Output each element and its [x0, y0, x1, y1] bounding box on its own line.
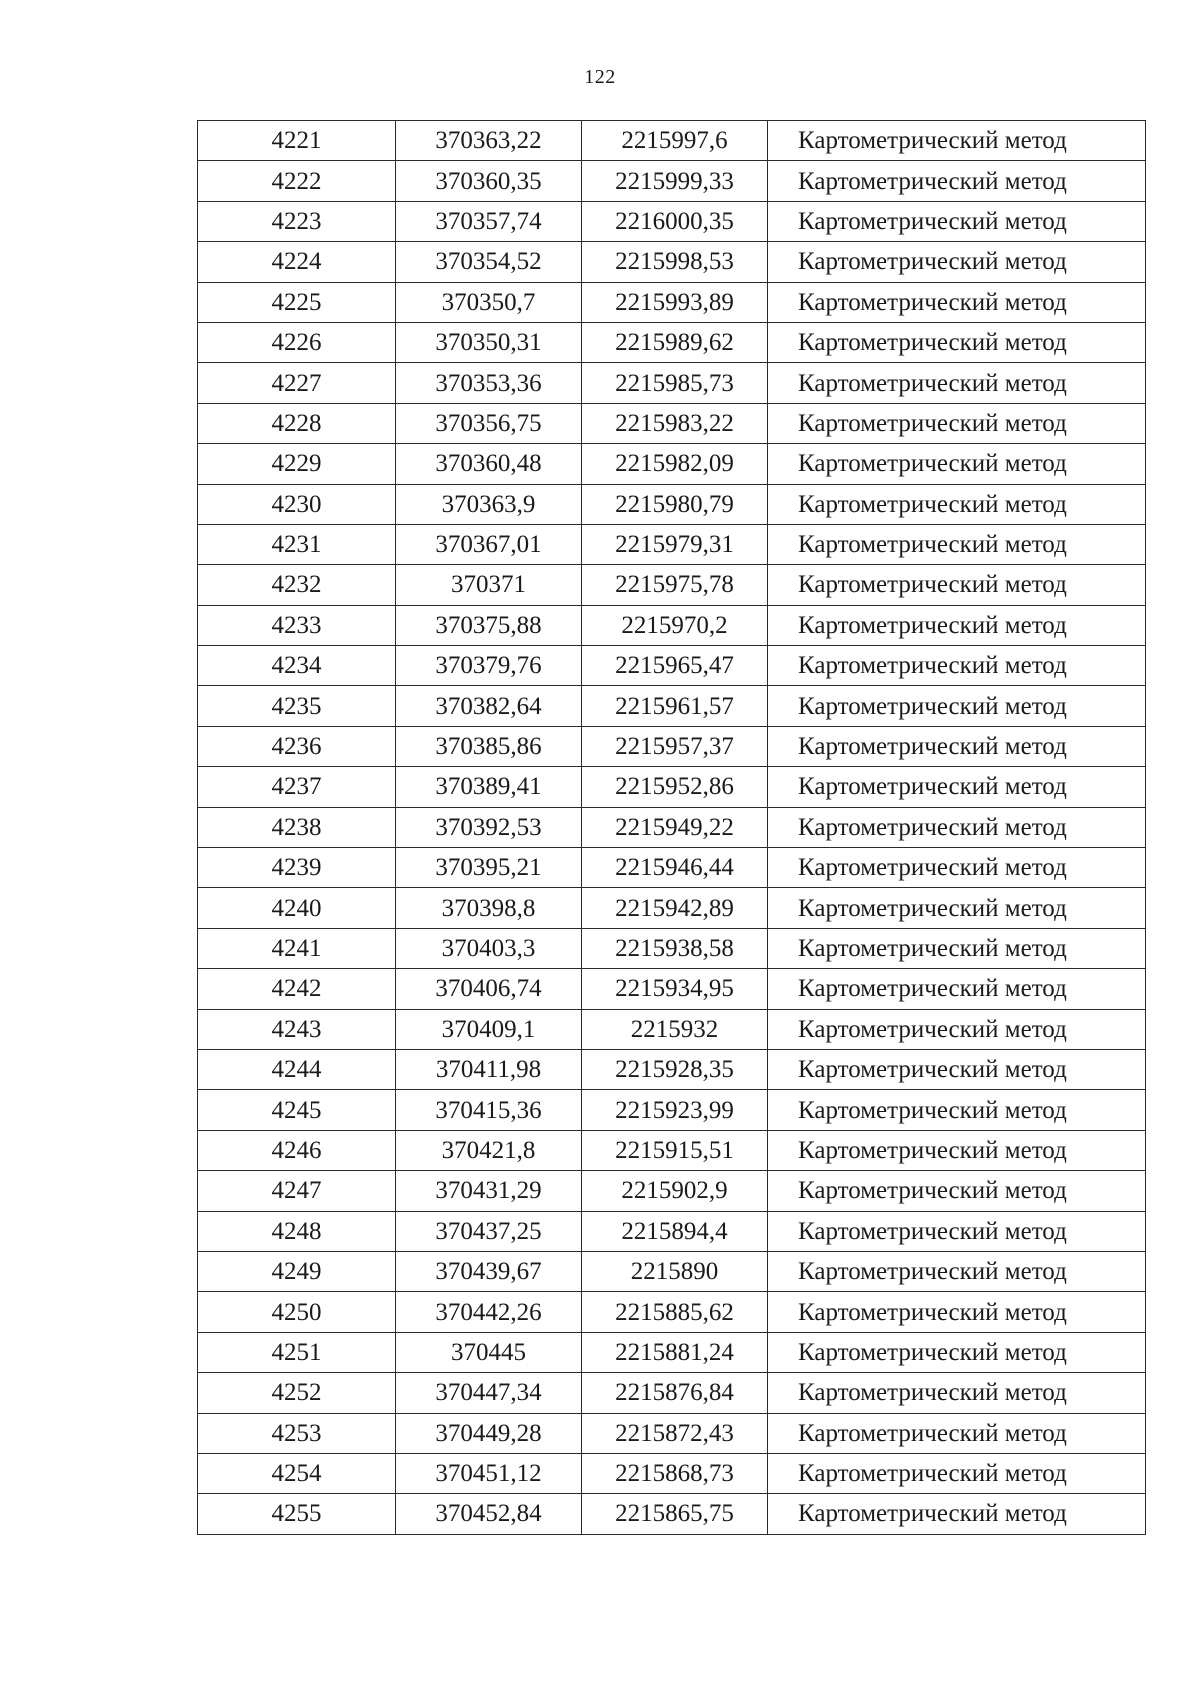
table-row — [198, 1090, 1146, 1130]
y-coordinate-cell: 2215985,73 — [582, 363, 768, 403]
table-row — [198, 201, 1146, 241]
method-cell: Картометрический метод — [768, 1049, 1146, 1089]
table-row — [198, 1453, 1146, 1493]
table-row — [198, 1373, 1146, 1413]
method-cell: Картометрический метод — [768, 242, 1146, 282]
x-coordinate-cell: 370398,8 — [396, 888, 582, 928]
method-cell: Картометрический метод — [768, 1251, 1146, 1291]
table-row — [198, 888, 1146, 928]
method-cell: Картометрический метод — [768, 1171, 1146, 1211]
table-row — [198, 686, 1146, 726]
coordinates-table-body — [198, 121, 1146, 1535]
y-coordinate-cell: 2215980,79 — [582, 484, 768, 524]
y-coordinate-cell: 2215876,84 — [582, 1373, 768, 1413]
table-row — [198, 969, 1146, 1009]
y-coordinate-cell: 2215999,33 — [582, 161, 768, 201]
point-number-cell: 4242 — [198, 969, 396, 1009]
point-number-cell: 4224 — [198, 242, 396, 282]
x-coordinate-cell: 370350,31 — [396, 322, 582, 362]
x-coordinate-cell: 370439,67 — [396, 1251, 582, 1291]
y-coordinate-cell: 2215970,2 — [582, 605, 768, 645]
method-cell: Картометрический метод — [768, 1292, 1146, 1332]
method-cell: Картометрический метод — [768, 201, 1146, 241]
method-cell: Картометрический метод — [768, 928, 1146, 968]
table-row — [198, 242, 1146, 282]
point-number-cell: 4251 — [198, 1332, 396, 1372]
x-coordinate-cell: 370385,86 — [396, 726, 582, 766]
point-number-cell: 4222 — [198, 161, 396, 201]
point-number-cell: 4237 — [198, 767, 396, 807]
x-coordinate-cell: 370442,26 — [396, 1292, 582, 1332]
y-coordinate-cell: 2215885,62 — [582, 1292, 768, 1332]
point-number-cell: 4241 — [198, 928, 396, 968]
y-coordinate-cell: 2215965,47 — [582, 646, 768, 686]
y-coordinate-cell: 2215952,86 — [582, 767, 768, 807]
y-coordinate-cell: 2215894,4 — [582, 1211, 768, 1251]
point-number-cell: 4246 — [198, 1130, 396, 1170]
point-number-cell: 4226 — [198, 322, 396, 362]
page-number: 122 — [584, 66, 616, 88]
point-number-cell: 4227 — [198, 363, 396, 403]
x-coordinate-cell: 370363,9 — [396, 484, 582, 524]
table-row — [198, 444, 1146, 484]
point-number-cell: 4232 — [198, 565, 396, 605]
table-row — [198, 1171, 1146, 1211]
point-number-cell: 4253 — [198, 1413, 396, 1453]
method-cell: Картометрический метод — [768, 282, 1146, 322]
table-row — [198, 848, 1146, 888]
method-cell: Картометрический метод — [768, 524, 1146, 564]
method-cell: Картометрический метод — [768, 1332, 1146, 1372]
x-coordinate-cell: 370421,8 — [396, 1130, 582, 1170]
y-coordinate-cell: 2215983,22 — [582, 403, 768, 443]
y-coordinate-cell: 2215865,75 — [582, 1494, 768, 1534]
point-number-cell: 4223 — [198, 201, 396, 241]
y-coordinate-cell: 2215961,57 — [582, 686, 768, 726]
table-row — [198, 928, 1146, 968]
table-row — [198, 1009, 1146, 1049]
point-number-cell: 4238 — [198, 807, 396, 847]
method-cell: Картометрический метод — [768, 1009, 1146, 1049]
x-coordinate-cell: 370415,36 — [396, 1090, 582, 1130]
y-coordinate-cell: 2215868,73 — [582, 1453, 768, 1493]
point-number-cell: 4233 — [198, 605, 396, 645]
method-cell: Картометрический метод — [768, 1211, 1146, 1251]
table-row — [198, 646, 1146, 686]
method-cell: Картометрический метод — [768, 1413, 1146, 1453]
x-coordinate-cell: 370409,1 — [396, 1009, 582, 1049]
point-number-cell: 4247 — [198, 1171, 396, 1211]
y-coordinate-cell: 2215979,31 — [582, 524, 768, 564]
y-coordinate-cell: 2215989,62 — [582, 322, 768, 362]
point-number-cell: 4249 — [198, 1251, 396, 1291]
point-number-cell: 4248 — [198, 1211, 396, 1251]
x-coordinate-cell: 370437,25 — [396, 1211, 582, 1251]
x-coordinate-cell: 370403,3 — [396, 928, 582, 968]
x-coordinate-cell: 370350,7 — [396, 282, 582, 322]
point-number-cell: 4254 — [198, 1453, 396, 1493]
x-coordinate-cell: 370452,84 — [396, 1494, 582, 1534]
method-cell: Картометрический метод — [768, 565, 1146, 605]
method-cell: Картометрический метод — [768, 969, 1146, 1009]
table-row — [198, 1292, 1146, 1332]
table-row — [198, 282, 1146, 322]
table-row — [198, 767, 1146, 807]
table-row — [198, 726, 1146, 766]
point-number-cell: 4225 — [198, 282, 396, 322]
x-coordinate-cell: 370451,12 — [396, 1453, 582, 1493]
point-number-cell: 4236 — [198, 726, 396, 766]
x-coordinate-cell: 370363,22 — [396, 121, 582, 161]
table-row — [198, 1211, 1146, 1251]
method-cell: Картометрический метод — [768, 1130, 1146, 1170]
method-cell: Картометрический метод — [768, 848, 1146, 888]
method-cell: Картометрический метод — [768, 605, 1146, 645]
table-row — [198, 121, 1146, 161]
point-number-cell: 4228 — [198, 403, 396, 443]
method-cell: Картометрический метод — [768, 646, 1146, 686]
y-coordinate-cell: 2215942,89 — [582, 888, 768, 928]
point-number-cell: 4255 — [198, 1494, 396, 1534]
y-coordinate-cell: 2215957,37 — [582, 726, 768, 766]
y-coordinate-cell: 2215881,24 — [582, 1332, 768, 1372]
x-coordinate-cell: 370389,41 — [396, 767, 582, 807]
table-row — [198, 161, 1146, 201]
point-number-cell: 4243 — [198, 1009, 396, 1049]
x-coordinate-cell: 370375,88 — [396, 605, 582, 645]
y-coordinate-cell: 2215928,35 — [582, 1049, 768, 1089]
x-coordinate-cell: 370445 — [396, 1332, 582, 1372]
method-cell: Картометрический метод — [768, 807, 1146, 847]
y-coordinate-cell: 2215938,58 — [582, 928, 768, 968]
x-coordinate-cell: 370353,36 — [396, 363, 582, 403]
point-number-cell: 4245 — [198, 1090, 396, 1130]
table-row — [198, 524, 1146, 564]
table-row — [198, 1130, 1146, 1170]
x-coordinate-cell: 370357,74 — [396, 201, 582, 241]
y-coordinate-cell: 2215993,89 — [582, 282, 768, 322]
method-cell: Картометрический метод — [768, 484, 1146, 524]
table-row — [198, 363, 1146, 403]
y-coordinate-cell: 2215975,78 — [582, 565, 768, 605]
x-coordinate-cell: 370431,29 — [396, 1171, 582, 1211]
x-coordinate-cell: 370406,74 — [396, 969, 582, 1009]
method-cell: Картометрический метод — [768, 767, 1146, 807]
table-row — [198, 322, 1146, 362]
method-cell: Картометрический метод — [768, 1373, 1146, 1413]
point-number-cell: 4250 — [198, 1292, 396, 1332]
x-coordinate-cell: 370395,21 — [396, 848, 582, 888]
x-coordinate-cell: 370360,35 — [396, 161, 582, 201]
method-cell: Картометрический метод — [768, 403, 1146, 443]
x-coordinate-cell: 370360,48 — [396, 444, 582, 484]
x-coordinate-cell: 370356,75 — [396, 403, 582, 443]
x-coordinate-cell: 370392,53 — [396, 807, 582, 847]
x-coordinate-cell: 370411,98 — [396, 1049, 582, 1089]
x-coordinate-cell: 370449,28 — [396, 1413, 582, 1453]
table-row — [198, 565, 1146, 605]
x-coordinate-cell: 370371 — [396, 565, 582, 605]
method-cell: Картометрический метод — [768, 1494, 1146, 1534]
point-number-cell: 4240 — [198, 888, 396, 928]
point-number-cell: 4221 — [198, 121, 396, 161]
y-coordinate-cell: 2215949,22 — [582, 807, 768, 847]
table-row — [198, 1251, 1146, 1291]
x-coordinate-cell: 370379,76 — [396, 646, 582, 686]
y-coordinate-cell: 2215923,99 — [582, 1090, 768, 1130]
y-coordinate-cell: 2215902,9 — [582, 1171, 768, 1211]
table-row — [198, 1494, 1146, 1534]
method-cell: Картометрический метод — [768, 1453, 1146, 1493]
y-coordinate-cell: 2215934,95 — [582, 969, 768, 1009]
x-coordinate-cell: 370382,64 — [396, 686, 582, 726]
table-row — [198, 605, 1146, 645]
point-number-cell: 4234 — [198, 646, 396, 686]
table-row — [198, 484, 1146, 524]
x-coordinate-cell: 370447,34 — [396, 1373, 582, 1413]
method-cell: Картометрический метод — [768, 726, 1146, 766]
y-coordinate-cell: 2216000,35 — [582, 201, 768, 241]
y-coordinate-cell: 2215982,09 — [582, 444, 768, 484]
y-coordinate-cell: 2215872,43 — [582, 1413, 768, 1453]
y-coordinate-cell: 2215915,51 — [582, 1130, 768, 1170]
table-row — [198, 1413, 1146, 1453]
table-row — [198, 807, 1146, 847]
method-cell: Картометрический метод — [768, 121, 1146, 161]
method-cell: Картометрический метод — [768, 161, 1146, 201]
y-coordinate-cell: 2215997,6 — [582, 121, 768, 161]
y-coordinate-cell: 2215932 — [582, 1009, 768, 1049]
y-coordinate-cell: 2215890 — [582, 1251, 768, 1291]
x-coordinate-cell: 370367,01 — [396, 524, 582, 564]
table-row — [198, 1332, 1146, 1372]
point-number-cell: 4235 — [198, 686, 396, 726]
table-row — [198, 403, 1146, 443]
point-number-cell: 4231 — [198, 524, 396, 564]
point-number-cell: 4230 — [198, 484, 396, 524]
method-cell: Картометрический метод — [768, 363, 1146, 403]
point-number-cell: 4229 — [198, 444, 396, 484]
method-cell: Картометрический метод — [768, 322, 1146, 362]
x-coordinate-cell: 370354,52 — [396, 242, 582, 282]
y-coordinate-cell: 2215998,53 — [582, 242, 768, 282]
method-cell: Картометрический метод — [768, 444, 1146, 484]
method-cell: Картометрический метод — [768, 686, 1146, 726]
method-cell: Картометрический метод — [768, 888, 1146, 928]
point-number-cell: 4239 — [198, 848, 396, 888]
coordinates-table — [197, 120, 1146, 1535]
point-number-cell: 4244 — [198, 1049, 396, 1089]
point-number-cell: 4252 — [198, 1373, 396, 1413]
table-row — [198, 1049, 1146, 1089]
method-cell: Картометрический метод — [768, 1090, 1146, 1130]
y-coordinate-cell: 2215946,44 — [582, 848, 768, 888]
